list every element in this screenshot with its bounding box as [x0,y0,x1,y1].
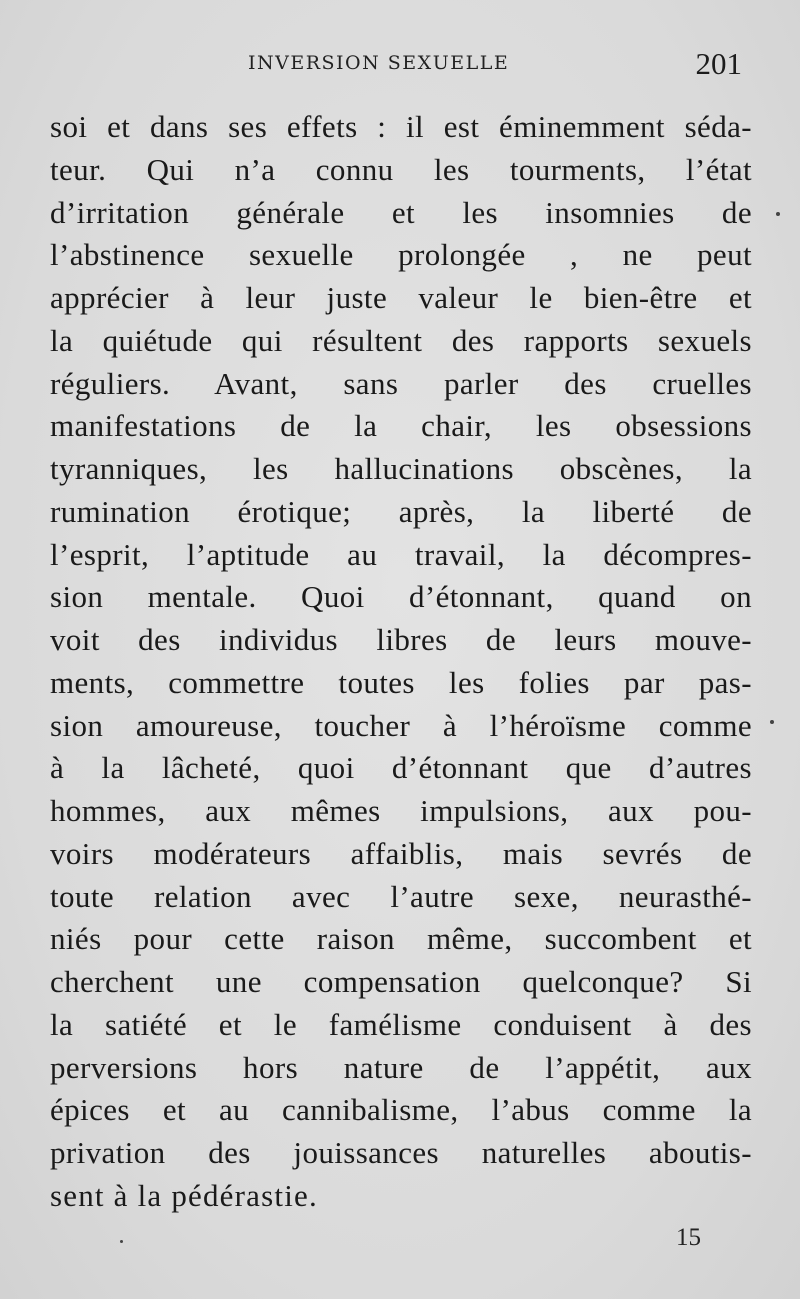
text-line: sion mentale. Quoi d’étonnant, quand on [50,579,752,615]
page-number: 201 [695,46,742,81]
print-speck [776,212,780,216]
text-line: privation des jouissances naturelles aboutis- [50,1135,752,1170]
text-line: cherchent une compensation quelconque? Si [50,964,752,999]
text-line: réguliers. Avant, sans parler des cruelles [50,365,752,401]
text-line: voirs modérateurs affaiblis, mais sevrés de [50,835,752,871]
text-line: tyranniques, les hallucinations obscènes, la [50,451,752,486]
print-speck [770,720,774,724]
text-line: sion amoureuse, toucher à l’héroïsme comme [50,707,752,743]
text-line: ments, commettre toutes les folies par pas- [50,664,752,700]
text-line: teur. Qui n’a connu les tourments, l’état [50,151,752,187]
text-line: la satiété et le famélisme conduisent à des [50,1006,752,1042]
page-header [0,44,800,84]
text-line: apprécier à leur juste valeur le bien-être et [50,280,752,315]
print-speck [120,1240,123,1243]
text-line: toute relation avec l’autre sexe, neurasthé- [50,878,752,914]
text-line: d’irritation générale et les insomnies de [50,194,752,230]
text-line: voit des individus libres de leurs mouve- [50,622,752,657]
text-line: rumination érotique; après, la liberté de [50,493,752,529]
text-line: niés pour cette raison même, succombent et [50,921,752,957]
text-line: l’esprit, l’aptitude au travail, la décompres- [50,536,752,572]
signature-mark: 15 [676,1224,701,1251]
text-line: l’abstinence sexuelle prolongée , ne peut [50,237,752,273]
text-line: manifestations de la chair, les obsessions [50,408,752,444]
text-line: sent à la pédérastie. [50,1177,318,1213]
text-line: à la lâcheté, quoi d’étonnant que d’autres [50,750,752,786]
text-line: la quiétude qui résultent des rapports sexuels [50,322,752,358]
text-line: hommes, aux mêmes impulsions, aux pou- [50,793,752,828]
running-title: INVERSION SEXUELLE [248,52,510,74]
text-line: épices et au cannibalisme, l’abus comme la [50,1092,752,1128]
text-line: soi et dans ses effets : il est éminemment séda- [50,109,752,144]
text-line: perversions hors nature de l’appétit, aux [50,1049,752,1085]
body-text [50,106,752,1218]
